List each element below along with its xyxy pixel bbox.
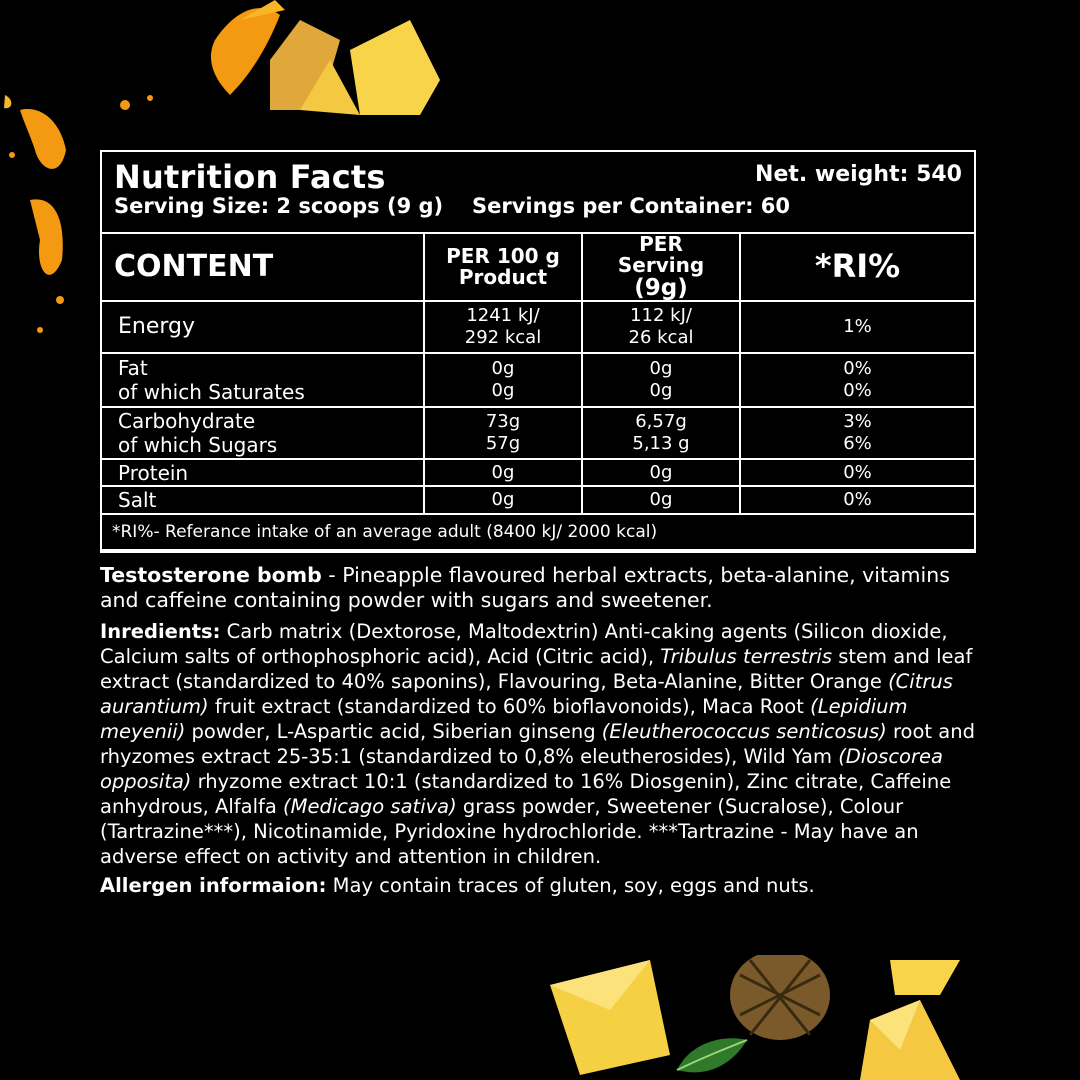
ingredient-lepidium: (Lepidium meyenii) xyxy=(100,695,908,743)
energy-per100-kj: 1241 kJ/ xyxy=(466,305,540,327)
energy-label: Energy xyxy=(102,301,424,353)
allergen-paragraph xyxy=(100,873,985,898)
table-row xyxy=(102,486,974,514)
nutrition-table xyxy=(102,234,974,551)
ingredient-medicago: (Medicago sativa) xyxy=(283,795,457,818)
header-per-100g xyxy=(424,234,582,301)
header-content: CONTENT xyxy=(102,234,424,301)
carb-name: Carbohydrate xyxy=(118,409,256,434)
table-header-row xyxy=(102,234,974,301)
carb-serving-sub-value: 5,13 g xyxy=(632,433,690,455)
ingredients-text-1: Carb matrix (Dextorose, Maltodextrin) Anti-caking agents (Silicon dioxide, Calcium salts of orthophosphoric acid), Acid (Citric acid), xyxy=(100,620,948,668)
ingredients-text-7: grass powder, Sweetener (Sucralose), Colour (Tartrazine***), Nicotinamide, Pyridoxine hydrochloride. ***Tartrazine - May have an adverse effect on activity and attention in children. xyxy=(100,795,919,868)
carb-label xyxy=(102,407,424,459)
ingredient-citrus: (Citrus aurantium) xyxy=(100,670,953,718)
product-description xyxy=(100,563,985,898)
header-per-100g-line1: PER 100 g xyxy=(446,244,560,269)
salt-serving: 0g xyxy=(582,486,740,514)
energy-per100-kcal: 292 kcal xyxy=(464,327,542,349)
serving-size: Serving Size: 2 scoops (9 g) xyxy=(114,194,444,218)
fat-per100-value: 0g xyxy=(491,358,515,380)
pineapple-chunks-icon xyxy=(540,955,970,1080)
carb-per100 xyxy=(424,407,582,459)
protein-serving: 0g xyxy=(582,459,740,486)
table-row xyxy=(102,301,974,353)
carb-ri xyxy=(740,407,974,459)
energy-per100 xyxy=(424,301,582,353)
header-per-serving-line1: PER Serving xyxy=(617,232,705,277)
fat-serving-value: 0g xyxy=(649,358,673,380)
header-per-serving xyxy=(582,234,740,301)
fat-per100-sub-value: 0g xyxy=(491,380,515,402)
fat-ri-value: 0% xyxy=(843,358,872,380)
energy-ri: 1% xyxy=(740,301,974,353)
ingredients-text-3: fruit extract (standardized to 60% bioflavonoids), Maca Root xyxy=(208,695,811,718)
energy-serving-kj: 112 kJ/ xyxy=(630,305,692,327)
salt-label: Salt xyxy=(102,486,424,514)
product-name: Testosterone bomb xyxy=(100,563,322,587)
table-row xyxy=(102,514,974,550)
table-row xyxy=(102,407,974,459)
energy-serving-kcal: 26 kcal xyxy=(628,327,694,349)
ingredient-tribulus: Tribulus terrestris xyxy=(660,645,833,668)
fat-ri-sub-value: 0% xyxy=(843,380,872,402)
net-weight: Net. weight: 540 xyxy=(755,162,962,187)
carb-serving-value: 6,57g xyxy=(635,411,687,433)
nutrition-facts-panel xyxy=(100,150,976,553)
ingredients-text-4: powder, L-Aspartic acid, Siberian ginseng xyxy=(185,720,602,743)
protein-ri: 0% xyxy=(740,459,974,486)
product-text: - Pineapple flavoured herbal extracts, beta-alanine, vitamins and caffeine containing powder with sugars and sweetener. xyxy=(100,563,950,612)
servings-per-container: Servings per Container: 60 xyxy=(472,194,791,218)
protein-label: Protein xyxy=(102,459,424,486)
carb-ri-sub-value: 6% xyxy=(843,433,872,455)
fat-per100 xyxy=(424,353,582,407)
ingredient-dioscorea: (Dioscorea opposita) xyxy=(100,745,943,793)
energy-serving xyxy=(582,301,740,353)
header-per-100g-line2: Product xyxy=(458,265,548,290)
ingredients-paragraph xyxy=(100,619,985,869)
product-summary xyxy=(100,563,985,613)
carb-serving xyxy=(582,407,740,459)
header-ri: *RI% xyxy=(740,234,974,301)
fat-serving xyxy=(582,353,740,407)
ri-footnote: *RI%- Referance intake of an average adult (8400 kJ/ 2000 kcal) xyxy=(102,514,974,550)
carb-sub-name: of which Sugars xyxy=(118,433,278,458)
allergen-text: May contain traces of gluten, soy, eggs and nuts. xyxy=(326,874,815,897)
protein-per100: 0g xyxy=(424,459,582,486)
panel-title: Nutrition Facts xyxy=(114,158,386,196)
ingredients-label: Inredients: xyxy=(100,620,221,643)
fat-sub-name: of which Saturates xyxy=(118,380,305,405)
carb-per100-sub-value: 57g xyxy=(485,433,521,455)
fat-label xyxy=(102,353,424,407)
salt-ri: 0% xyxy=(740,486,974,514)
fat-name: Fat xyxy=(118,356,148,381)
nutrition-header xyxy=(102,152,974,234)
ingredient-eleutherococcus: (Eleutherococcus senticosus) xyxy=(601,720,887,743)
ingredients-text-5: root and rhyzomes extract 25-35:1 (standardized to 0,8% eleutherosides), Wild Yam xyxy=(100,720,975,768)
leaf-icon xyxy=(672,1030,752,1080)
allergen-label: Allergen informaion: xyxy=(100,874,327,897)
ingredients-text-6: rhyzome extract 10:1 (standardized to 16% Diosgenin), Zinc citrate, Caffeine anhydrous, Alfalfa xyxy=(100,770,952,818)
fat-serving-sub-value: 0g xyxy=(649,380,673,402)
ingredients-text-2: stem and leaf extract (standardized to 40% saponins), Flavouring, Beta-Alanine, Bitter Orange xyxy=(100,645,973,693)
carb-per100-value: 73g xyxy=(485,411,521,433)
salt-per100: 0g xyxy=(424,486,582,514)
table-row xyxy=(102,459,974,486)
header-per-serving-line2: (9g) xyxy=(634,275,688,301)
table-row xyxy=(102,353,974,407)
fat-ri xyxy=(740,353,974,407)
carb-ri-value: 3% xyxy=(843,411,872,433)
